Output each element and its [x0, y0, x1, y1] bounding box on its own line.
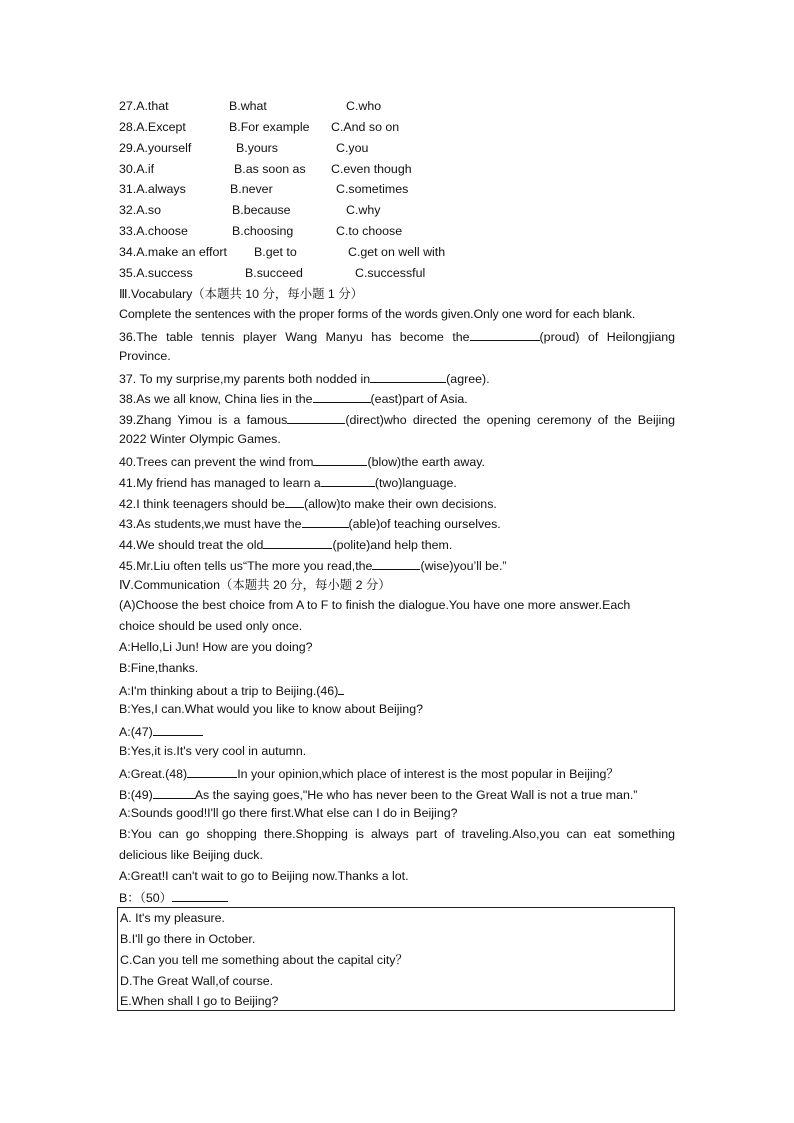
option-b: B.because [232, 203, 291, 217]
option-a: 33.A.choose [119, 224, 188, 238]
dialogue-text: A:Great.(48) [119, 767, 188, 781]
q50-blank[interactable] [172, 889, 228, 902]
q37-text: 37. To my surprise,my parents both nodded in [119, 372, 371, 386]
question-40 [119, 453, 675, 470]
option-b: B.get to [254, 245, 297, 259]
q45-text: 45.Mr.Liu often tells us“The more you read,the [119, 559, 373, 573]
mc-row-30 [119, 162, 675, 177]
q45-blank[interactable] [372, 557, 420, 570]
question-39-cont: 2022 Winter Olympic Games. [119, 432, 281, 446]
option-c: C.get on well with [348, 245, 446, 259]
option-c: C.successful [355, 266, 426, 280]
dialogue-line: A:Sounds good!I'll go there first.What else can I do in Beijing? [119, 806, 458, 820]
option-c: C.you [336, 141, 369, 155]
option-b: B.choosing [232, 224, 294, 238]
q43-hint: (able)of teaching ourselves. [348, 517, 501, 531]
option-a: 30.A.if [119, 162, 155, 176]
option-c: C.who [346, 99, 382, 113]
choice-a: A. It's my pleasure. [120, 911, 225, 925]
mc-row-35 [119, 266, 675, 281]
choice-b: B.I'll go there in October. [120, 932, 256, 946]
communication-instruction: (A)Choose the best choice from A to F to finish the dialogue.You have one more answer.Each [119, 598, 631, 612]
option-c: C.sometimes [336, 182, 409, 196]
dialogue-line: B:Yes,I can.What would you like to know about Beijing? [119, 702, 423, 716]
dialogue-line: A:Hello,Li Jun! How are you doing? [119, 640, 313, 654]
option-b: B.as soon as [234, 162, 306, 176]
dialogue-line-50 [119, 889, 675, 906]
mc-row-32 [119, 203, 675, 218]
q41-text: 41.My friend has managed to learn a [119, 476, 321, 490]
dialogue-text: In your opinion,which place of interest is the most popular in Beijing？ [237, 767, 619, 781]
question-36 [119, 328, 675, 345]
q44-blank[interactable] [263, 536, 332, 549]
question-39 [119, 411, 675, 428]
question-37 [119, 370, 675, 387]
q45-hint: (wise)you’ll be.” [420, 559, 507, 573]
mc-row-29 [119, 141, 675, 156]
dialogue-line-47 [119, 723, 675, 740]
q42-text: 42.I think teenagers should be [119, 497, 286, 511]
q37-blank[interactable] [370, 370, 446, 383]
q46-blank[interactable] [338, 682, 344, 695]
q43-text: 43.As students,we must have the [119, 517, 302, 531]
choice-d: D.The Great Wall,of course. [120, 974, 274, 988]
dialogue-line-49 [119, 786, 675, 803]
option-a: 28.A.Except [119, 120, 186, 134]
option-b: B.yours [236, 141, 279, 155]
q41-blank[interactable] [321, 474, 375, 487]
mc-row-31 [119, 182, 675, 197]
dialogue-text: A:(47) [119, 725, 153, 739]
question-44 [119, 536, 675, 553]
q36-text: 36.The table tennis player Wang Manyu has become the [119, 330, 470, 344]
option-b: B.succeed [245, 266, 303, 280]
q44-hint: (polite)and help them. [332, 538, 453, 552]
choice-e: E.When shall I go to Beijing? [120, 994, 279, 1008]
q39-blank[interactable] [287, 411, 345, 424]
option-a: 32.A.so [119, 203, 162, 217]
q43-blank[interactable] [302, 515, 349, 528]
dialogue-line-46 [119, 682, 675, 699]
q39-text: 39.Zhang Yimou is a famous [119, 413, 288, 427]
question-41 [119, 474, 675, 491]
q48-blank[interactable] [187, 765, 237, 778]
choice-c: C.Can you tell me something about the capital city？ [120, 953, 408, 967]
q37-hint: (agree). [446, 372, 490, 386]
option-c: C.to choose [336, 224, 403, 238]
q41-hint: (two)language. [374, 476, 457, 490]
dialogue-line: B:You can go shopping there.Shopping is always part of traveling.Also,you can eat something [119, 827, 675, 841]
option-a: 35.A.success [119, 266, 193, 280]
option-c: C.why [346, 203, 381, 217]
question-45 [119, 557, 675, 574]
question-38 [119, 390, 675, 407]
q42-blank[interactable] [285, 495, 304, 508]
q49-blank[interactable] [153, 786, 195, 799]
mc-row-33 [119, 224, 675, 239]
q42-hint: (allow)to make their own decisions. [304, 497, 497, 511]
q40-blank[interactable] [313, 453, 367, 466]
dialogue-text: B：（50） [119, 891, 173, 905]
option-c: C.And so on [331, 120, 400, 134]
option-a: 31.A.always [119, 182, 186, 196]
q36-hint: (proud) of Heilongjiang [539, 330, 675, 344]
mc-row-27 [119, 99, 675, 114]
dialogue-line: B:Yes,it is.It's very cool in autumn. [119, 744, 307, 758]
q44-text: 44.We should treat the old [119, 538, 264, 552]
q40-hint: (blow)the earth away. [367, 455, 485, 469]
option-c: C.even though [331, 162, 412, 176]
dialogue-text: B:(49) [119, 788, 153, 802]
q47-blank[interactable] [153, 723, 203, 736]
communication-instruction-cont: choice should be used only once. [119, 619, 303, 633]
option-b: B.never [230, 182, 273, 196]
vocabulary-instruction: Complete the sentences with the proper forms of the words given.Only one word for each blank. [119, 307, 636, 321]
q38-blank[interactable] [313, 390, 371, 403]
question-43 [119, 515, 675, 532]
q38-text: 38.As we all know, China lies in the [119, 392, 313, 406]
dialogue-line: A:Great!I can't wait to go to Beijing now.Thanks a lot. [119, 869, 409, 883]
option-b: B.what [229, 99, 267, 113]
dialogue-text: As the saying goes,"He who has never been to the Great Wall is not a true man.” [194, 788, 638, 802]
communication-heading: Ⅳ.Communication（本题共 20 分，每小题 2 分） [119, 578, 391, 592]
option-b: B.For example [229, 120, 310, 134]
dialogue-line-48 [119, 765, 675, 782]
mc-row-34 [119, 245, 675, 260]
option-a: 27.A.that [119, 99, 169, 113]
option-a: 34.A.make an effort [119, 245, 227, 259]
dialogue-line-cont: delicious like Beijing duck. [119, 848, 263, 862]
option-a: 29.A.yourself [119, 141, 192, 155]
vocabulary-heading: Ⅲ.Vocabulary（本题共 10 分，每小题 1 分） [119, 287, 364, 301]
dialogue-line: B:Fine,thanks. [119, 661, 199, 675]
mc-row-28 [119, 120, 675, 135]
q38-hint: (east)part of Asia. [370, 392, 468, 406]
question-42 [119, 495, 675, 512]
q40-text: 40.Trees can prevent the wind from [119, 455, 314, 469]
q39-hint: (direct)who directed the opening ceremony of the Beijing [345, 413, 675, 427]
dialogue-text: A:I'm thinking about a trip to Beijing.(46) [119, 684, 339, 698]
q36-blank[interactable] [470, 328, 540, 341]
question-36-cont: Province. [119, 349, 171, 363]
answer-choices-box [117, 907, 675, 1011]
